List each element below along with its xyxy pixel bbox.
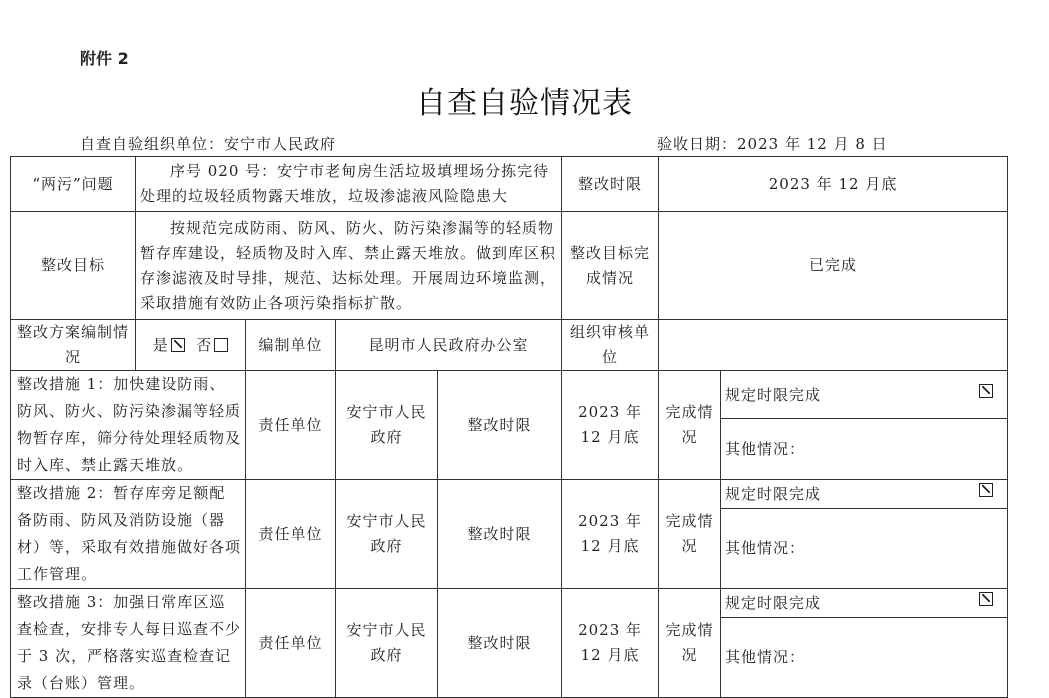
responsible-value: 安宁市人民政府	[336, 480, 438, 589]
issue-text: 序号 020 号：安宁市老甸房生活垃圾填埋场分拣完待处理的垃圾轻质物露天堆放，垃圾渗滤液风险隐患大	[136, 157, 562, 212]
measure-deadline-value: 2023 年 12 月底	[562, 589, 659, 698]
measure-deadline-label: 整改时限	[438, 589, 562, 698]
row-plan	[11, 320, 1008, 371]
page-title: 自查自验情况表	[416, 86, 633, 121]
measure-deadline-label: 整改时限	[438, 371, 562, 480]
yes-checkbox[interactable]	[171, 338, 185, 352]
on-time-cell	[721, 589, 1008, 618]
completion-label: 完成情况	[659, 480, 721, 589]
on-time-cell	[721, 480, 1008, 509]
measure-text: 整改措施 3：加强日常库区巡查检查，安排专人每日巡查不少于 3 次，严格落实巡查检查记录（台账）管理。	[11, 589, 246, 698]
on-time-checkbox[interactable]	[979, 384, 993, 398]
goal-text: 按规范完成防雨、防风、防火、防污染渗漏等的轻质物暂存库建设，轻质物及时入库、禁止露天堆放。做到库区积存渗滤液及时导排，规范、达标处理。开展周边环境监测，采取措施有效防止各项污染指标扩散。	[136, 212, 562, 320]
row-goal	[11, 212, 1008, 320]
measure-row	[11, 480, 1008, 509]
measure-text: 整改措施 2：暂存库旁足额配备防雨、防风及消防设施（器材）等，采取有效措施做好各项工作管理。	[11, 480, 246, 589]
goal-label: 整改目标	[11, 212, 136, 320]
other-cell	[721, 618, 1008, 698]
no-label: 否	[196, 335, 213, 354]
responsible-label: 责任单位	[246, 589, 336, 698]
row-issue	[11, 157, 1008, 212]
deadline-label: 整改时限	[562, 157, 659, 212]
responsible-label: 责任单位	[246, 371, 336, 480]
other-label: 其他情况：	[725, 439, 806, 458]
acceptance-date: 验收日期：2023 年 12 月 8 日	[657, 135, 888, 153]
completion-label: 完成情况	[659, 371, 721, 480]
measure-deadline-value: 2023 年 12 月底	[562, 371, 659, 480]
other-cell	[721, 509, 1008, 589]
responsible-value: 安宁市人民政府	[336, 589, 438, 698]
plan-label: 整改方案编制情况	[11, 320, 136, 371]
review-value	[659, 320, 1008, 371]
no-checkbox[interactable]	[214, 338, 228, 352]
organization-line: 自查自验组织单位：安宁市人民政府	[80, 135, 337, 153]
on-time-label: 规定时限完成	[725, 385, 822, 404]
self-check-table	[10, 156, 1008, 698]
attachment-label: 附件 2	[80, 49, 129, 68]
goal-status-value: 已完成	[659, 212, 1008, 320]
other-cell	[721, 419, 1008, 480]
completion-label: 完成情况	[659, 589, 721, 698]
deadline-value: 2023 年 12 月底	[659, 157, 1008, 212]
other-label: 其他情况：	[725, 539, 806, 558]
other-label: 其他情况：	[725, 648, 806, 667]
on-time-checkbox[interactable]	[979, 483, 993, 497]
measure-text: 整改措施 1：加快建设防雨、防风、防火、防污染渗漏等轻质物暂存库，筛分待处理轻质物及时入库、禁止露天堆放。	[11, 371, 246, 480]
responsible-label: 责任单位	[246, 480, 336, 589]
measure-row	[11, 589, 1008, 618]
measure-deadline-value: 2023 年 12 月底	[562, 480, 659, 589]
unit-value: 昆明市人民政府办公室	[336, 320, 562, 371]
on-time-cell	[721, 371, 1008, 419]
on-time-checkbox[interactable]	[979, 592, 993, 606]
measure-deadline-label: 整改时限	[438, 480, 562, 589]
yes-label: 是	[152, 335, 169, 354]
measure-row	[11, 371, 1008, 419]
on-time-label: 规定时限完成	[725, 485, 822, 504]
unit-label: 编制单位	[246, 320, 336, 371]
review-label: 组织审核单位	[562, 320, 659, 371]
issue-label: “两污”问题	[11, 157, 136, 212]
plan-yes-no	[136, 320, 246, 371]
on-time-label: 规定时限完成	[725, 594, 822, 613]
goal-status-label: 整改目标完成情况	[562, 212, 659, 320]
responsible-value: 安宁市人民政府	[336, 371, 438, 480]
